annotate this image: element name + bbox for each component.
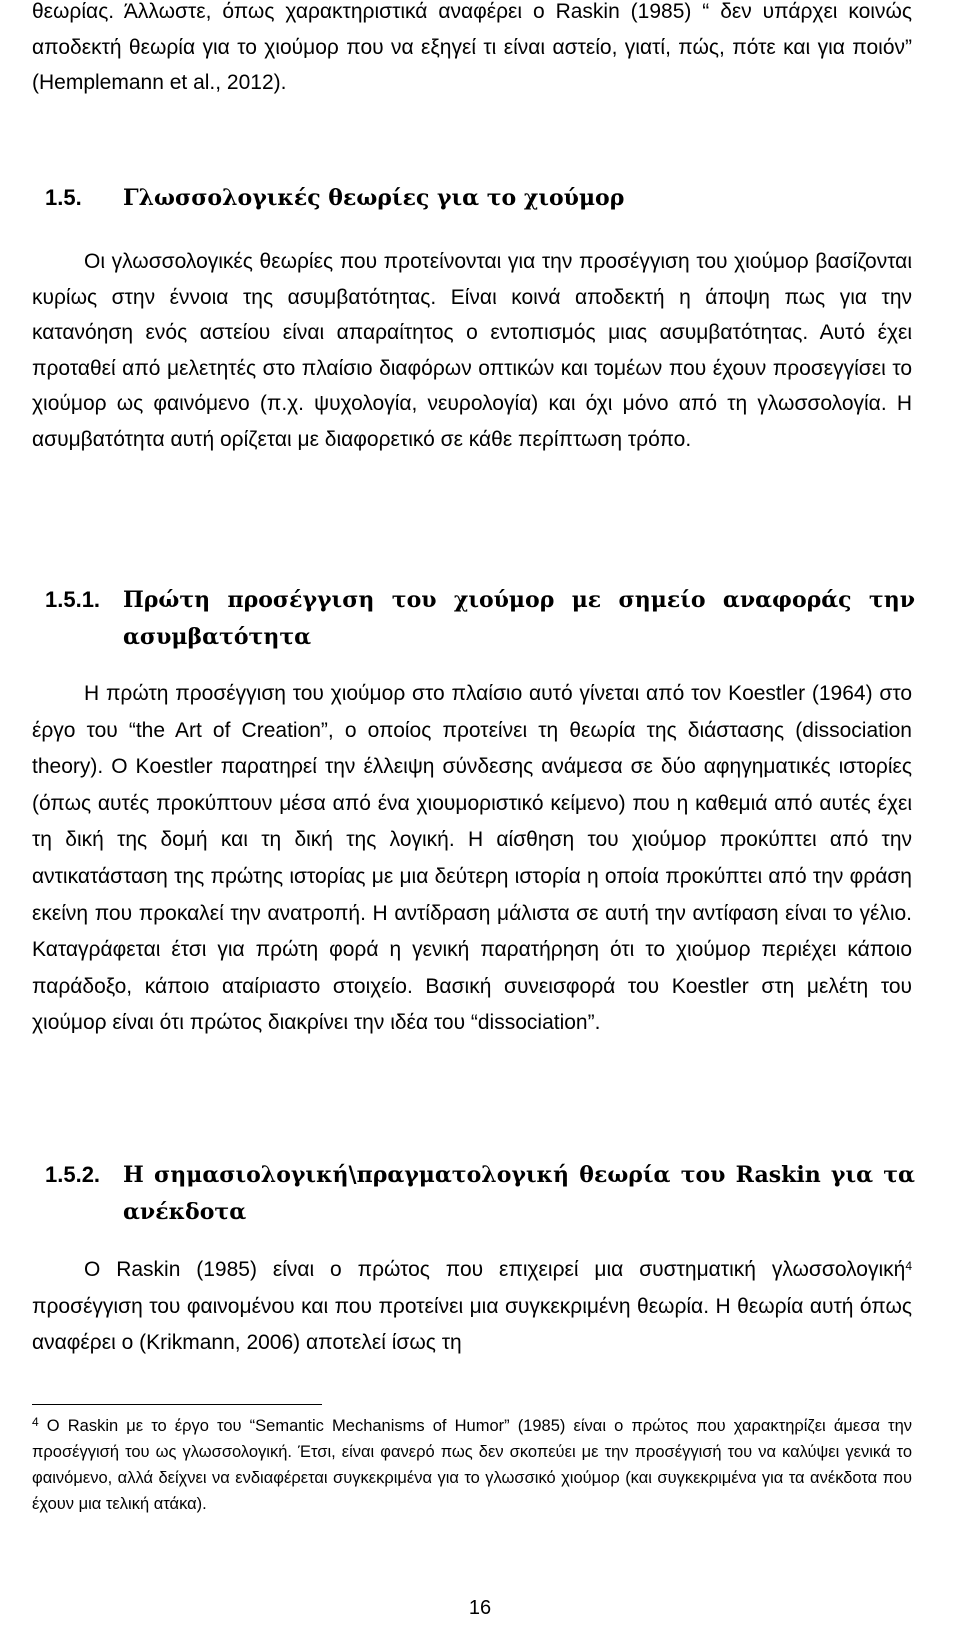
koestler-paragraph-block xyxy=(32,676,912,1042)
linguistic-paragraph-text: Οι γλωσσολογικές θεωρίες που προτείνονται για την προσέγγιση του χιούμορ βασίζονται κυρίως στην έννοια της ασυμβατότητας. Είναι κοινά αποδεκτή η άποψη πως για την κατανόηση ενός αστείου είναι απαραίτητος ο εντοπισμός μιας ασυμβατότητας. Αυτό έχει προταθεί από μελετητές στο πλαίσιο διαφόρων οπτικών και τομέων που έχουν προσεγγίσει το χιούμορ ως φαινόμενο (π.χ. ψυχολογία, νευρολογία) και όχι μόνο από τη γλωσσολογία. Η ασυμβατότητα αυτή ορίζεται με διαφορετικό σε κάθε περίπτωση τρόπο. xyxy=(32,250,912,451)
footnote-text: O Raskin με το έργο του “Semantic Mechanisms of Humor” (1985) είναι ο πρώτος που χαρακτηρίζει άμεσα την προσέγγισή του ως γλωσσολογική. Έτσι, είναι φανερό πως δεν σκοπεύει με την προσέγγισή του να καλύψει γενικά το φαινόμενο, αλλά δείχνει να ενδιαφέρεται συγκεκριμένα για το γλωσσικό χιούμορ (και συγκεκριμένα για τα ανέκδοτα που έχουν μια τελική ατάκα). xyxy=(32,1417,912,1513)
raskin-paragraph xyxy=(32,1252,912,1362)
heading-title-line-2: ανέκδοτα xyxy=(123,1199,247,1225)
linguistic-paragraph xyxy=(32,244,912,457)
heading-number: 1.5. xyxy=(45,185,82,210)
raskin-paragraph-text-before: Ο Raskin (1985) είναι ο πρώτος που επιχειρεί μια συστηματική γλωσσολογική xyxy=(84,1258,906,1281)
raskin-paragraph-text-after: προσέγγιση του φαινομένου και που προτείνει μια συγκεκριμένη θεωρία. Η θεωρία αυτή όπως αναφέρει ο (Krikmann, 2006) αποτελεί ίσως τη xyxy=(32,1294,912,1354)
heading-title-line-1: Η σημασιολογική\πραγματολογική θεωρία του Raskin για τα xyxy=(123,1162,915,1188)
koestler-paragraph-text: Η πρώτη προσέγγιση του χιούμορ στο πλαίσιο αυτό γίνεται από τον Koestler (1964) στο έργο του “the Art of Creation”, ο οποίος προτείνει τη θεωρία της διάστασης (dissociation theory). Ο Koestler παρατηρεί την έλλειψη σύνδεσης ανάμεσα σε δύο αφηγηματικές ιστορίες (όπως αυτές προκύπτουν μέσα από ένα χιουμοριστικό κείμενο) που η καθεμιά από αυτές έχει τη δική της δομή και τη δική της λογική. Η αίσθηση του χιούμορ προκύπτει από την αντικατάσταση της πρώτης ιστορίας με μια δεύτερη ιστορία η οποία προκύπτει από την φράση εκείνη που προκαλεί την ανατροπή. Η αντίδραση μάλιστα σε αυτή την αντίφαση είναι το γέλιο. Καταγράφεται έτσι για πρώτη φορά η γενική παρατήρηση ότι το χιούμορ περιέχει κάποιο παράδοξο, κάποιο αταίριαστο στοιχείο. Βασική συνεισφορά του Koestler στη μελέτη του χιούμορ είναι ότι πρώτος διακρίνει την ιδέα του “dissociation”. xyxy=(32,682,912,1035)
heading-1-5 xyxy=(45,178,905,218)
linguistic-paragraph-block xyxy=(32,244,912,457)
intro-paragraph: θεωρίας. Άλλωστε, όπως χαρακτηριστικά αναφέρει ο Raskin (1985) “ δεν υπάρχει κοινώς αποδεκτή θεωρία για το χιούμορ που να εξηγεί τι είναι αστείο, γιατί, πώς, πότε και για ποιόν” (Hemplemann et al., 2012). xyxy=(32,0,912,94)
footnote xyxy=(32,1413,912,1517)
footnote-marker: 4 xyxy=(32,1415,39,1429)
heading-1-5-1 xyxy=(45,580,915,660)
raskin-paragraph-block xyxy=(32,1252,912,1362)
heading-title: Γλωσσολογικές θεωρίες για το χιούμορ xyxy=(123,185,625,211)
heading-title-line-2: ασυμβατότητα xyxy=(123,624,312,650)
footnote-reference[interactable]: 4 xyxy=(905,1259,912,1273)
footnote-separator xyxy=(32,1404,322,1405)
page-number: 16 xyxy=(468,1597,492,1619)
intro-paragraph-block xyxy=(32,0,912,101)
heading-title-line-1: Πρώτη προσέγγιση του χιούμορ με σημείο αναφοράς την xyxy=(123,587,915,613)
heading-number: 1.5.1. xyxy=(45,587,101,612)
heading-number: 1.5.2. xyxy=(45,1162,101,1187)
koestler-paragraph xyxy=(32,676,912,1042)
heading-1-5-2 xyxy=(45,1155,915,1235)
